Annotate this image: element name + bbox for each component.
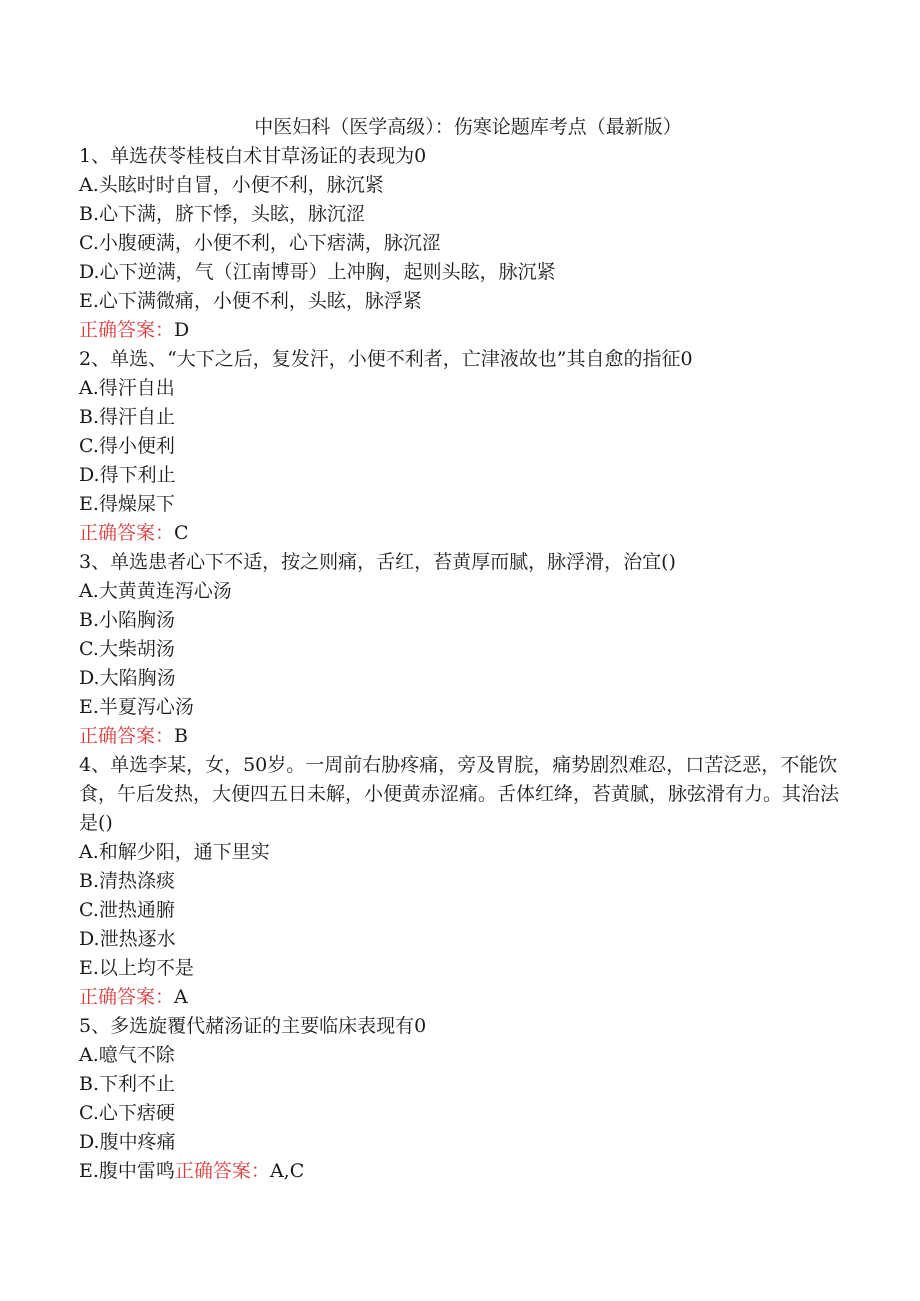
option-b: B.清热涤痰 (79, 870, 176, 892)
document-page (79, 112, 839, 1186)
answer-label: 正确答案： (79, 319, 175, 341)
option-b: B.得汗自止 (79, 406, 176, 428)
question-2 (79, 345, 839, 548)
option-e-with-answer (79, 1157, 839, 1186)
answer-label: 正确答案： (79, 522, 175, 544)
option-c: C.小腹硬满，小便不利，心下痞满，脉沉涩 (79, 232, 441, 254)
answer-label: 正确答案： (79, 986, 175, 1008)
option-a: A.噫气不除 (79, 1044, 175, 1066)
answer-line (79, 722, 839, 751)
question-stem: 2、单选、“大下之后，复发汗，小便不利者，亡津液故也”其自愈的指征0 (79, 348, 693, 370)
question-stem: 4、单选李某，女，50岁。一周前右胁疼痛，旁及胃脘，痛势剧烈难忍，口苦泛恶，不能饮食，午后发热，大便四五日未解，小便黄赤涩痛。舌体红绛，苔黄腻，脉弦滑有力。其治法是() (79, 754, 840, 834)
option-e: E.心下满微痛，小便不利，头眩，脉浮紧 (79, 290, 422, 312)
option-b: B.心下满，脐下悸，头眩，脉沉涩 (79, 203, 366, 225)
option-b: B.下利不止 (79, 1073, 176, 1095)
option-d: D.心下逆满，气（江南博哥）上冲胸，起则头眩，脉沉紧 (79, 261, 556, 283)
answer-value: A,C (269, 1160, 305, 1182)
question-stem: 3、单选患者心下不适，按之则痛，舌红，苔黄厚而腻，脉浮滑，治宜() (79, 551, 676, 573)
option-a: A.头眩时时自冒，小便不利，脉沉紧 (79, 174, 384, 196)
option-d: D.泄热逐水 (79, 928, 176, 950)
document-title: 中医妇科（医学高级）：伤寒论题库考点（最新版） (254, 116, 682, 138)
option-e: E.以上均不是 (79, 957, 194, 979)
answer-value: C (174, 522, 189, 544)
option-b: B.小陷胸汤 (79, 609, 176, 631)
answer-value: A (174, 986, 188, 1008)
option-d: D.得下利止 (79, 464, 176, 486)
answer-label: 正确答案： (174, 1160, 270, 1182)
answer-line (79, 519, 839, 548)
question-5 (79, 1012, 839, 1186)
answer-value: B (174, 725, 188, 747)
question-stem: 1、单选茯苓桂枝白术甘草汤证的表现为0 (79, 145, 427, 167)
question-stem: 5、多选旋覆代赭汤证的主要临床表现有0 (79, 1015, 427, 1037)
option-a: A.得汗自出 (79, 377, 175, 399)
option-a: A.和解少阳，通下里实 (79, 841, 270, 863)
option-d: D.大陷胸汤 (79, 667, 176, 689)
option-c: C.心下痞硬 (79, 1102, 175, 1124)
option-c: C.得小便利 (79, 435, 175, 457)
option-c: C.大柴胡汤 (79, 638, 175, 660)
question-4 (79, 751, 839, 1012)
option-e: E.半夏泻心汤 (79, 696, 194, 718)
question-3 (79, 548, 839, 751)
answer-value: D (174, 319, 190, 341)
option-d: D.腹中疼痛 (79, 1131, 176, 1153)
answer-line (79, 316, 839, 345)
question-1 (79, 142, 839, 345)
answer-label: 正确答案： (79, 725, 175, 747)
option-c: C.泄热通腑 (79, 899, 175, 921)
option-a: A.大黄黄连泻心汤 (79, 580, 232, 602)
option-e: E.得燥屎下 (79, 493, 175, 515)
answer-line (79, 983, 839, 1012)
option-e: E.腹中雷鸣 (79, 1160, 175, 1182)
